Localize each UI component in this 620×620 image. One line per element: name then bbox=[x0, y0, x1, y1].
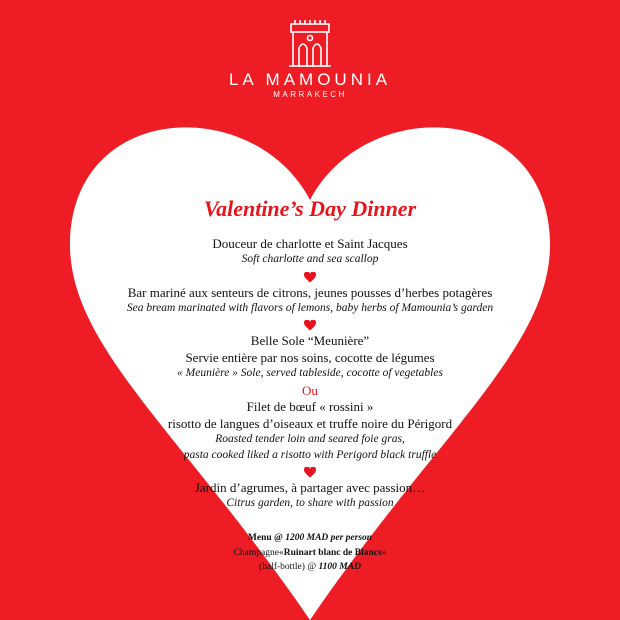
brand-city: MARRAKECH bbox=[273, 90, 347, 99]
course-2-fr: Bar mariné aux senteurs de citrons, jeunes pousses d’herbes potagères bbox=[127, 285, 493, 300]
heart-icon bbox=[304, 320, 316, 331]
champagne-name: Ruinart blanc de Blancs bbox=[283, 548, 382, 558]
palace-logo-icon bbox=[287, 18, 333, 70]
champagne-line bbox=[0, 548, 620, 558]
course-4-fr: Filet de bœuf « rossini » bbox=[246, 399, 374, 414]
course-2-en: Sea bream marinated with flavors of lemons, baby herbs of Mamounia’s garden bbox=[126, 302, 494, 314]
menu-title: Valentine’s Day Dinner bbox=[203, 196, 417, 221]
bottle-label: (half-bottle) @ bbox=[259, 562, 319, 572]
course-1-fr: Douceur de charlotte et Saint Jacques bbox=[212, 236, 408, 251]
heart-icon bbox=[304, 272, 316, 283]
champagne-close: » bbox=[381, 548, 387, 558]
champagne-label: Champagne« bbox=[233, 548, 284, 558]
menu-price-label: Menu @ bbox=[247, 533, 286, 543]
course-3-fr: Belle Sole “Meunière” bbox=[250, 333, 370, 348]
course-3-en: « Meunière » Sole, served tableside, cocotte of vegetables bbox=[177, 367, 443, 379]
course-4-fr-detail: risotto de langues d’oiseaux et truffe noire du Périgord bbox=[167, 416, 453, 431]
menu-price: 1200 MAD per person bbox=[285, 533, 373, 543]
course-5-en: Citrus garden, to share with passion bbox=[226, 497, 394, 509]
course-4-en: Roasted tender loin and seared foie gras, bbox=[215, 433, 405, 445]
or-label: Ou bbox=[302, 383, 318, 398]
course-4-en-detail: pasta cooked liked a risotto with Perigord black truffle bbox=[183, 449, 437, 461]
course-3-fr-detail: Servie entière par nos soins, cocotte de légumes bbox=[185, 350, 435, 365]
course-5-fr: Jardin d’agrumes, à partager avec passion… bbox=[194, 480, 426, 495]
brand-name: LA MAMOUNIA bbox=[228, 70, 392, 89]
menu-price-line bbox=[0, 533, 620, 543]
course-1-en: Soft charlotte and sea scallop bbox=[241, 253, 379, 265]
bottle-price: 1100 MAD bbox=[318, 562, 361, 572]
bottle-price-line bbox=[0, 562, 620, 572]
heart-icon bbox=[304, 467, 316, 478]
